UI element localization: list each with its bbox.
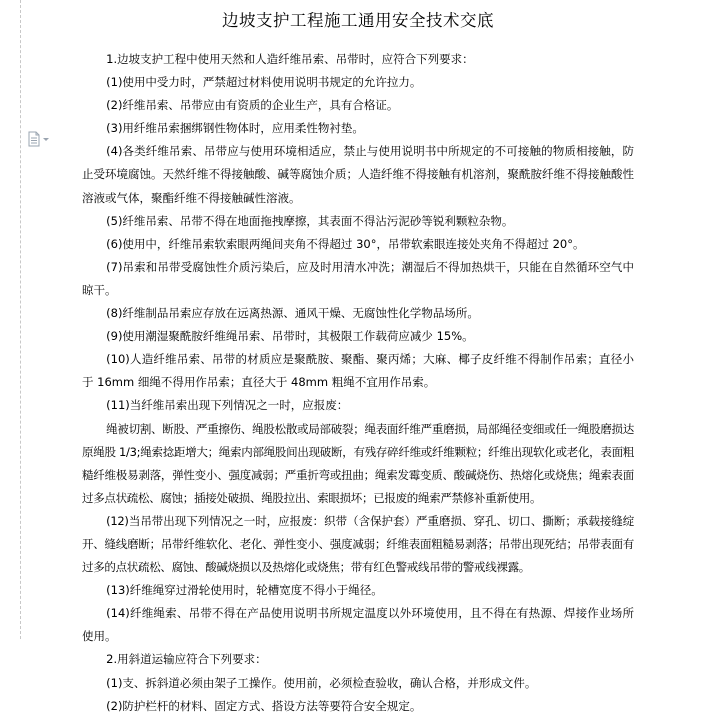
paragraph-item-4: (4)各类纤维吊索、吊带应与使用环境相适应，禁止与使用说明书中所规定的不可接触的物质相接触，防止受环境腐蚀。天然纤维不得接触酸、碱等腐蚀介质；人造纤维不得接触有机溶剂，聚酰胺纤维不得接触酸性溶液或气体，聚酯纤维不得接触碱性溶液。: [82, 144, 634, 205]
paragraph-item-7: (7)吊索和吊带受腐蚀性介质污染后，应及时用清水冲洗；潮湿后不得加热烘干，只能在自然循环空气中晾干。: [82, 259, 634, 297]
paragraph-item-10: (10)人造纤维吊索、吊带的材质应是聚酰胺、聚酯、聚丙烯；大麻、椰子皮纤维不得制作吊索；直径小于 16mm 细绳不得用作吊索；直径大于 48mm 粗绳不宜用作吊索。: [82, 352, 634, 390]
paragraph-item-5: (5)纤维吊索、吊带不得在地面拖拽摩擦，其表面不得沾污泥砂等锐利颗粒杂物。: [106, 213, 514, 228]
paragraph-section-2-item-2: (2)防护栏杆的材料、固定方式、搭设方法等要符合安全规定。: [106, 698, 422, 713]
page-margin-guide: [20, 0, 21, 639]
paragraph-item-11-details: 绳被切割、断股、严重擦伤、绳股松散或局部破裂；绳表面纤维严重磨损，局部绳径变细或任一绳股磨损达原绳股 1/3;绳索捻距增大；绳索内部绳股间出现破断，有残存碎纤维或纤维颗粒；纤维出现软化或老化，表面粗糙纤维极易剥落，弹性变小、强度减弱；严重折弯或扭曲；绳索发霉变质、酸碱烧伤、热熔化或烧焦；绳索表面过多点状疏松、腐蚀；插接处破损、绳股拉出、索眼损坏；已报废的绳索严禁修补重新使用。: [82, 421, 634, 505]
paragraph-section-2-heading: 2.用斜道运输应符合下列要求：: [106, 652, 267, 667]
paragraph-item-1: (1)使用中受力时，严禁超过材料使用说明书规定的允许拉力。: [106, 75, 422, 90]
paragraph-item-12: (12)当吊带出现下列情况之一时，应报废：织带（含保护套）严重磨损、穿孔、切口、撕断；承载接缝绽开、缝线磨断；吊带纤维软化、老化、弹性变小、强度减弱；纤维表面粗糙易剥落；吊带出现死结；吊带表面有过多的点状疏松、腐蚀、酸碱烧损以及热熔化或烧焦；带有红色警戒线吊带的警戒线裸露。: [82, 513, 634, 575]
document-icon[interactable]: [27, 131, 51, 147]
paragraph-item-13: (13)纤维绳穿过滑轮使用时，轮槽宽度不得小于绳径。: [106, 583, 383, 598]
paragraph-item-2: (2)纤维吊索、吊带应由有资质的企业生产，具有合格证。: [106, 98, 399, 113]
paragraph-item-14: (14)纤维绳索、吊带不得在产品使用说明书所规定温度以外环境使用，且不得在有热源、焊接作业场所使用。: [82, 606, 634, 644]
document-body: [82, 0, 634, 718]
document-title: 边坡支护工程施工通用安全技术交底: [222, 11, 494, 30]
paragraph-item-9: (9)使用潮湿聚酰胺纤维绳吊索、吊带时，其极限工作载荷应减少 15%。: [106, 329, 474, 344]
paragraph-section-2-item-1: (1)支、拆斜道必须由架子工操作。使用前，必须检查验收，确认合格，并形成文件。: [106, 675, 537, 690]
paragraph-item-6: (6)使用中，纤维吊索软索眼两绳间夹角不得超过 30°，吊带软索眼连接处夹角不得超过 20°。: [106, 236, 585, 251]
paragraph-item-11: (11)当纤维吊索出现下列情况之一时，应报废：: [106, 398, 349, 413]
paragraph-item-8: (8)纤维制品吊索应存放在远离热源、通风干燥、无腐蚀性化学物品场所。: [106, 306, 479, 321]
paragraph-item-3: (3)用纤维吊索捆绑钢性物体时，应用柔性物衬垫。: [106, 121, 364, 136]
paragraph-section-1-heading: 1.边坡支护工程中使用天然和人造纤维吊索、吊带时，应符合下列要求：: [106, 52, 474, 66]
